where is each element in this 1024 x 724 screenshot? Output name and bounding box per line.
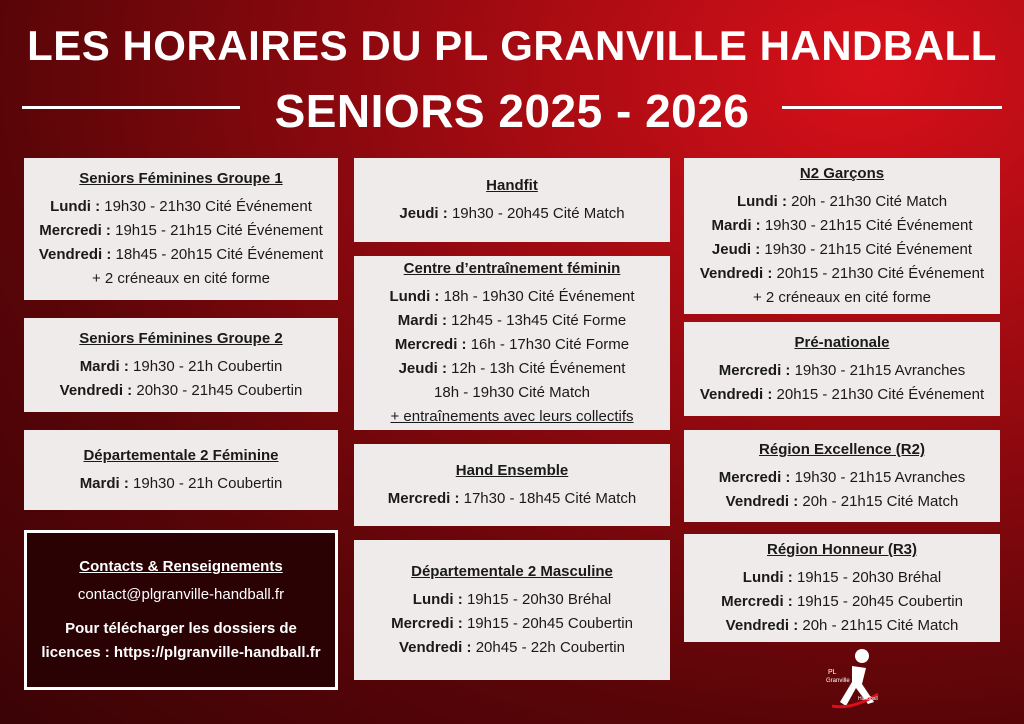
card-note: + 2 créneaux en cité forme <box>91 270 270 287</box>
time-slot: 19h15 - 20h30 Bréhal <box>466 591 612 608</box>
day-label: Vendredi : <box>399 639 472 656</box>
schedule-row <box>24 379 338 403</box>
day-label: Mercredi : <box>391 615 463 632</box>
schedule-row <box>354 636 670 660</box>
time-slot: 19h15 - 21h15 Cité Événement <box>115 222 323 239</box>
card-title: Région Honneur (R3) <box>767 541 917 558</box>
schedule-row <box>354 357 670 381</box>
day-label: Mardi : <box>79 358 129 375</box>
day-label: Jeudi : <box>399 205 448 222</box>
time-slot: 16h - 17h30 Cité Forme <box>470 336 630 353</box>
time-slot: 19h30 - 20h45 Cité Match <box>451 205 625 222</box>
schedule-row <box>684 214 1000 238</box>
page-title-line2: SENIORS 2025 - 2026 <box>274 85 750 137</box>
schedule-row <box>354 588 670 612</box>
contact-box <box>24 530 338 690</box>
time-slot: 20h45 - 22h Coubertin <box>475 639 625 656</box>
time-slot: 19h15 - 20h30 Bréhal <box>796 569 942 586</box>
schedule-row <box>24 219 338 243</box>
schedule-row <box>684 359 1000 383</box>
card-title: Départementale 2 Féminine <box>83 447 279 464</box>
schedule-row <box>24 355 338 379</box>
download-licences-text[interactable]: Pour télécharger les dossiers de licences : https://plgranville-handball.fr <box>41 620 321 661</box>
schedule-row <box>684 590 1000 614</box>
schedule-row <box>354 612 670 636</box>
card-centre-entrainement-feminin <box>354 256 670 430</box>
time-slot: 12h - 13h Cité Événement <box>451 360 626 377</box>
page-title-line1: LES HORAIRES DU PL GRANVILLE HANDBALL <box>27 22 997 69</box>
time-slot: 12h45 - 13h45 Cité Forme <box>451 312 627 329</box>
card-seniors-feminines-groupe-2 <box>24 318 338 412</box>
card-title: Seniors Féminines Groupe 2 <box>79 330 283 347</box>
card-title: Pré-nationale <box>794 334 890 351</box>
time-slot: 18h45 - 20h15 Cité Événement <box>115 246 324 263</box>
card-region-excellence-r2 <box>684 430 1000 522</box>
time-slot: 19h15 - 20h45 Coubertin <box>466 615 633 632</box>
schedule-row <box>24 195 338 219</box>
day-label: Vendredi : <box>725 617 799 634</box>
schedule-row <box>24 243 338 267</box>
time-slot: 19h30 - 21h30 Cité Événement <box>104 198 312 215</box>
card-handfit <box>354 158 670 242</box>
card-title: Seniors Féminines Groupe 1 <box>79 170 283 187</box>
schedule-extra: 18h - 19h30 Cité Match <box>434 384 590 401</box>
contact-email-link[interactable]: contact@plgranville-handball.fr <box>77 586 285 603</box>
time-slot: 19h30 - 21h15 Cité Événement <box>764 217 973 234</box>
time-slot: 20h30 - 21h45 Coubertin <box>136 382 303 399</box>
day-label: Lundi : <box>742 569 793 586</box>
card-note: + 2 créneaux en cité forme <box>752 289 931 306</box>
day-label: Lundi : <box>412 591 463 608</box>
time-slot: 17h30 - 18h45 Cité Match <box>463 490 637 507</box>
time-slot: 19h30 - 21h15 Avranches <box>794 469 966 486</box>
card-title: Handfit <box>486 177 538 194</box>
schedule-row <box>684 262 1000 286</box>
day-label: Vendredi : <box>725 493 799 510</box>
card-departementale-2-feminine <box>24 430 338 510</box>
card-hand-ensemble <box>354 444 670 526</box>
logo-text-handball: Handball <box>858 696 878 702</box>
schedule-row <box>684 238 1000 262</box>
time-slot: 20h - 21h15 Cité Match <box>802 493 959 510</box>
schedule-row <box>354 333 670 357</box>
schedule-row <box>24 472 338 496</box>
card-region-honneur-r3 <box>684 534 1000 642</box>
schedule-row <box>684 383 1000 407</box>
day-label: Vendredi : <box>699 386 773 403</box>
schedule-row <box>684 490 1000 514</box>
schedule-row <box>354 285 670 309</box>
time-slot: 19h30 - 21h15 Cité Événement <box>764 241 973 258</box>
day-label: Lundi : <box>736 193 787 210</box>
day-label: Mercredi : <box>718 362 791 379</box>
schedule-row <box>684 614 1000 638</box>
schedule-row <box>684 190 1000 214</box>
time-slot: 19h30 - 21h Coubertin <box>133 475 283 492</box>
day-label: Vendredi : <box>59 382 133 399</box>
card-seniors-feminines-groupe-1 <box>24 158 338 300</box>
day-label: Mardi : <box>397 312 447 329</box>
card-note: + entraînements avec leurs collectifs <box>390 408 634 425</box>
day-label: Mercredi : <box>394 336 467 353</box>
day-label: Mardi : <box>79 475 129 492</box>
day-label: Vendredi : <box>699 265 773 282</box>
time-slot: 20h - 21h30 Cité Match <box>791 193 948 210</box>
card-title: Région Excellence (R2) <box>759 441 925 458</box>
time-slot: 18h - 19h30 Cité Événement <box>443 288 635 305</box>
time-slot: 19h15 - 20h45 Coubertin <box>796 593 963 610</box>
day-label: Mercredi : <box>39 222 111 239</box>
schedule-row <box>354 202 670 226</box>
day-label: Jeudi : <box>711 241 761 258</box>
card-departementale-2-masculine <box>354 540 670 680</box>
day-label: Vendredi : <box>38 246 112 263</box>
card-n2-garcons <box>684 158 1000 314</box>
schedule-row <box>354 487 670 511</box>
logo-text-granville: Granville <box>826 678 850 684</box>
schedule-row <box>354 309 670 333</box>
card-title: Hand Ensemble <box>455 462 569 479</box>
day-label: Lundi : <box>50 198 101 215</box>
day-label: Mardi : <box>711 217 761 234</box>
time-slot: 20h15 - 21h30 Cité Événement <box>776 265 985 282</box>
time-slot: 19h30 - 21h Coubertin <box>133 358 283 375</box>
schedule-row <box>684 466 1000 490</box>
time-slot: 19h30 - 21h15 Avranches <box>794 362 966 379</box>
title-rule-right <box>782 106 1002 109</box>
schedule-row <box>684 566 1000 590</box>
day-label: Mercredi : <box>721 593 793 610</box>
contact-title: Contacts & Renseignements <box>79 558 283 575</box>
time-slot: 20h - 21h15 Cité Match <box>802 617 959 634</box>
card-pre-nationale <box>684 322 1000 416</box>
day-label: Jeudi : <box>398 360 447 377</box>
day-label: Mercredi : <box>387 490 460 507</box>
logo-text-pl: PL <box>828 669 837 676</box>
time-slot: 20h15 - 21h30 Cité Événement <box>776 386 985 403</box>
pl-granville-handball-logo-icon <box>822 644 886 714</box>
card-title: Départementale 2 Masculine <box>411 563 613 580</box>
card-title: Centre d’entraînement féminin <box>403 260 621 277</box>
card-title: N2 Garçons <box>799 165 885 182</box>
day-label: Lundi : <box>389 288 440 305</box>
day-label: Mercredi : <box>718 469 791 486</box>
